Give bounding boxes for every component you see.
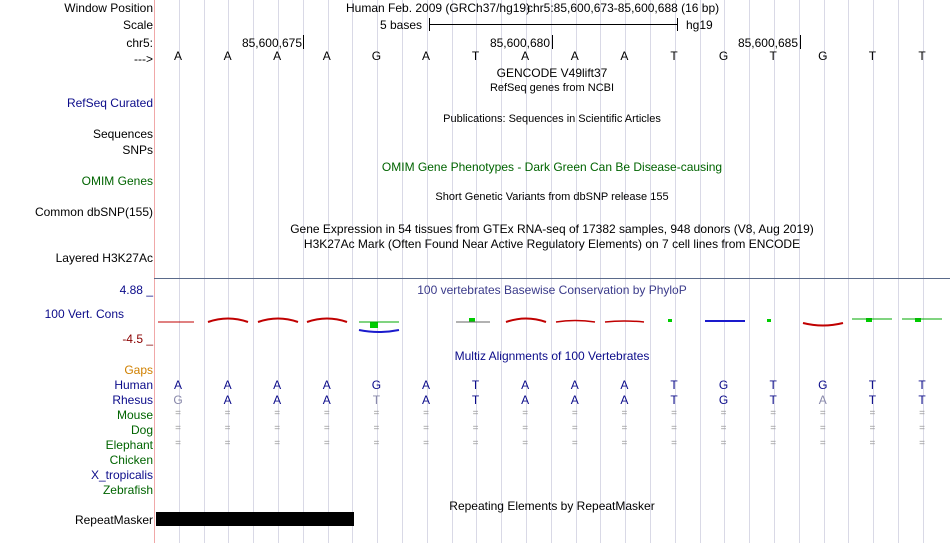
match-symbol: = [274,438,281,449]
snps-label[interactable]: SNPs [122,143,153,157]
gtex-title[interactable]: Gene Expression in 54 tissues from GTEx RNA-seq of 17382 samples, 948 donors (V8, Aug 2019) [290,222,814,236]
species-label[interactable]: Zebrafish [102,483,153,497]
grid-line [700,0,701,543]
match-symbol: = [819,438,826,449]
human-base: A [620,378,629,392]
grid-line [328,0,329,543]
match-symbol: = [472,408,479,419]
sequences-label[interactable]: Sequences [92,127,153,141]
match-symbol: = [522,408,529,419]
dbsnp-label[interactable]: Common dbSNP(155) [34,205,153,219]
grid-line [303,0,304,543]
grid-line [204,0,205,543]
grid-line [228,0,229,543]
base-letter: G [818,49,828,63]
grid-line [253,0,254,543]
match-symbol: = [423,438,429,449]
phylop-title[interactable]: 100 vertebrates Basewise Conservation by PhyloP [417,283,687,297]
phylop-bar-13 [767,319,771,322]
match-symbol: = [571,438,578,449]
match-symbol: = [720,423,727,434]
match-symbol: = [671,423,677,434]
base-letter: T [471,49,480,63]
match-symbol: = [869,438,876,449]
grid-line [377,0,378,543]
phylop-peak-2 [258,319,298,323]
match-symbol: = [323,408,330,419]
track-divider [154,278,950,279]
rhesus-base: T [868,393,877,407]
refseq-title[interactable]: RefSeq genes from NCBI [489,82,615,94]
gaps-label[interactable]: Gaps [124,363,153,377]
match-symbol: = [621,423,628,434]
match-symbol: = [671,438,677,449]
match-symbol: = [770,438,777,449]
phylop-max: 4.88 _ [119,283,153,297]
grid-line [724,0,725,543]
match-symbol: = [571,423,578,434]
base-letter: G [718,49,729,63]
match-symbol: = [224,408,231,419]
base-letter: T [918,49,926,63]
base-letter: A [421,49,430,63]
phylop-dip-5 [359,330,399,332]
match-symbol: = [323,438,330,449]
match-symbol: = [621,408,628,419]
phylop-peak-1 [208,319,248,323]
grid-line [625,0,626,543]
rhesus-base: T [918,393,926,407]
grid-line [774,0,775,543]
match-symbol: = [472,423,479,434]
grid-line [650,0,651,543]
match-symbol: = [472,438,479,449]
match-symbol: = [423,408,429,419]
h3k27-title[interactable]: H3K27Ac Mark (Often Found Near Active Regulatory Elements) on 7 cell lines from ENCODE [303,237,801,251]
match-symbol: = [522,438,529,449]
rhesus-base: T [670,393,678,407]
rhesus-base: A [223,393,232,407]
phylop-bar-5 [370,322,378,328]
strand-label: ---> [134,52,153,66]
rhesus-base: A [818,393,827,407]
phylop-peak-10 [605,321,644,322]
rhesus-base: G [718,393,729,407]
base-letter: A [223,49,232,63]
human-base: A [322,378,331,392]
phylop-label[interactable]: 100 Vert. Cons [44,307,124,321]
base-letter: A [570,49,579,63]
base-letter: T [670,49,678,63]
rhesus-base: T [372,393,381,407]
grid-line [476,0,477,543]
assembly-text: Human Feb. 2009 (GRCh37/hg19) [346,1,531,15]
multiz-title[interactable]: Multiz Alignments of 100 Vertebrates [454,349,650,363]
coord-1: 85,600,675 [241,36,302,50]
rhesus-base: A [421,393,430,407]
grid-line [278,0,279,543]
grid-line [799,0,800,543]
coord-tick-3 [800,35,801,49]
grid-line [824,0,825,543]
rhesus-base: A [273,393,282,407]
grid-line [179,0,180,543]
human-base: A [570,378,579,392]
match-symbol: = [274,423,281,434]
match-symbol: = [869,423,876,434]
base-letter: G [371,49,382,63]
match-symbol: = [274,408,281,419]
match-symbol: = [919,408,925,419]
match-symbol: = [373,408,380,419]
human-base: G [718,378,729,392]
repeatmasker-title[interactable]: Repeating Elements by RepeatMasker [449,499,655,513]
coord-2: 85,600,680 [489,36,550,50]
phylop-peak-3 [307,319,347,323]
grid-line [749,0,750,543]
scale-db: hg19 [686,18,713,32]
rhesus-base: T [471,393,480,407]
rhesus-base: A [322,393,331,407]
phylop-bar-11 [668,319,672,322]
phylop-graph [154,300,950,340]
rhesus-base: G [173,393,183,407]
publications-title[interactable]: Publications: Sequences in Scientific Articles [443,113,661,125]
base-letter: A [322,49,331,63]
chr-label: chr5: [126,36,153,50]
human-base: A [421,378,430,392]
match-symbol: = [373,438,380,449]
match-symbol: = [819,408,826,419]
scale-bar-right [677,18,678,31]
human-base: G [818,378,828,392]
match-symbol: = [175,438,181,449]
base-letter: A [620,49,629,63]
position-text[interactable]: chr5:85,600,673-85,600,688 (16 bp) [527,1,720,15]
h3k27-label[interactable]: Layered H3K27Ac [55,251,153,265]
repeat-element-block[interactable] [156,512,354,526]
match-symbol: = [770,408,777,419]
species-label[interactable]: Rhesus [112,393,153,407]
phylop-peak-9 [556,321,595,323]
match-symbol: = [621,438,628,449]
base-letter: T [868,49,877,63]
match-symbol: = [522,423,529,434]
match-symbol: = [720,408,727,419]
species-label[interactable]: Chicken [109,453,153,467]
match-symbol: = [175,423,181,434]
window-position-label: Window Position [64,1,153,15]
match-symbol: = [373,423,380,434]
phylop-bar-7 [469,318,475,322]
match-symbol: = [323,423,330,434]
rhesus-base: T [769,393,777,407]
scale-label: Scale [122,18,153,32]
coord-tick-2 [552,35,553,49]
phylop-min: -4.5 _ [122,332,153,346]
human-base: T [670,378,678,392]
human-base: T [868,378,877,392]
grid-line [675,0,676,543]
match-symbol: = [720,438,727,449]
match-symbol: = [571,408,578,419]
human-base: T [769,378,777,392]
coord-3: 85,600,685 [737,36,798,50]
human-base: A [173,378,182,392]
scale-text: 5 bases [380,18,423,32]
base-letter: A [521,49,530,63]
match-symbol: = [919,438,925,449]
grid-line [427,0,428,543]
human-base: G [371,378,382,392]
species-label[interactable]: Elephant [105,438,153,452]
match-symbol: = [919,423,925,434]
species-label[interactable]: X_tropicalis [90,468,153,482]
match-symbol: = [423,423,429,434]
omim-title[interactable]: OMIM Gene Phenotypes - Dark Green Can Be Disease-causing [381,160,723,174]
phylop-peak-8 [506,319,546,323]
rhesus-base: A [620,393,629,407]
match-symbol: = [224,423,231,434]
match-symbol: = [770,423,777,434]
coord-tick-1 [303,35,304,49]
base-letter: A [273,49,282,63]
human-base: A [273,378,282,392]
base-letter: A [173,49,182,63]
match-symbol: = [671,408,677,419]
gencode-title[interactable]: GENCODE V49lift37 [496,66,608,80]
base-letter: T [769,49,777,63]
grid-line [402,0,403,543]
human-base: T [918,378,926,392]
rhesus-base: A [521,393,530,407]
grid-line [873,0,874,543]
human-base: A [521,378,530,392]
species-label[interactable]: Human [114,378,153,392]
match-symbol: = [869,408,876,419]
grid-line [848,0,849,543]
grid-line [154,0,155,543]
rhesus-base: A [570,393,579,407]
dbsnp-title[interactable]: Short Genetic Variants from dbSNP release 155 [435,191,669,203]
species-label[interactable]: Mouse [116,408,153,422]
human-base: T [471,378,480,392]
grid-line [898,0,899,543]
refseq-label[interactable]: RefSeq Curated [66,96,153,110]
grid-line [923,0,924,543]
phylop-dip-14 [803,323,843,326]
grid-line [452,0,453,543]
omim-label[interactable]: OMIM Genes [81,174,153,188]
species-label[interactable]: Dog [130,423,153,437]
match-symbol: = [224,438,231,449]
match-symbol: = [819,423,826,434]
grid-line [352,0,353,543]
match-symbol: = [175,408,181,419]
scale-bar [430,24,677,25]
repeatmasker-label[interactable]: RepeatMasker [74,513,153,527]
human-base: A [223,378,232,392]
